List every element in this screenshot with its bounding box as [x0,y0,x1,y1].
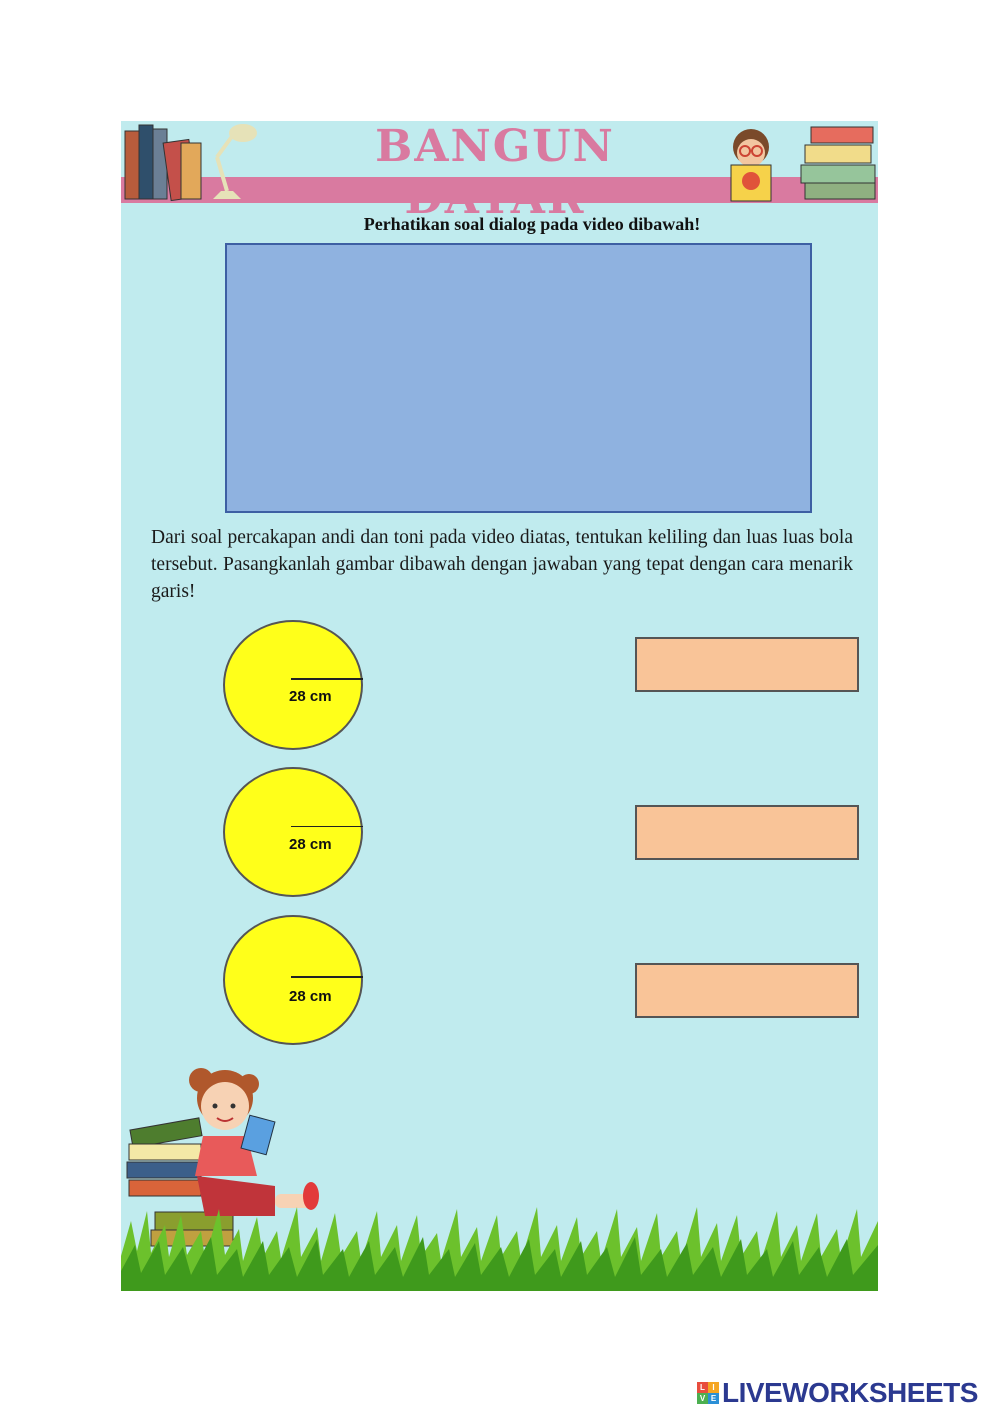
answer-box-1[interactable] [635,637,859,692]
radius-line [291,976,363,978]
circle-shape-2 [223,767,363,897]
circle-shape-3 [223,915,363,1045]
brand-name: LIVEWORKSHEETS [722,1377,978,1408]
reading-boy-illustration [701,121,878,203]
radius-line [291,826,363,827]
circle-shape-1 [223,620,363,750]
answer-box-2[interactable] [635,805,859,860]
books-lamp-illustration [121,121,261,203]
radius-line [291,678,363,680]
liveworksheets-logo-icon: L I V E [697,1382,719,1404]
radius-label: 28 cm [289,988,332,1005]
radius-label: 28 cm [289,836,332,853]
instruction-text: Perhatikan soal dialog pada video dibawah! [363,214,701,234]
page-title: BANGUN DATAR [375,121,615,224]
video-placeholder[interactable] [225,243,812,513]
radius-label: 28 cm [289,688,332,705]
answer-box-3[interactable] [635,963,859,1018]
grass-illustration [121,1201,878,1291]
worksheet-page [121,121,878,1291]
question-text: Dari soal percakapan andi dan toni pada video diatas, tentukan keliling dan luas luas bola tersebut. Pasangkanlah gambar dibawah dengan jawaban yang tepat dengan cara menarik garis! [151,527,853,602]
liveworksheets-logo[interactable] [697,1377,978,1409]
